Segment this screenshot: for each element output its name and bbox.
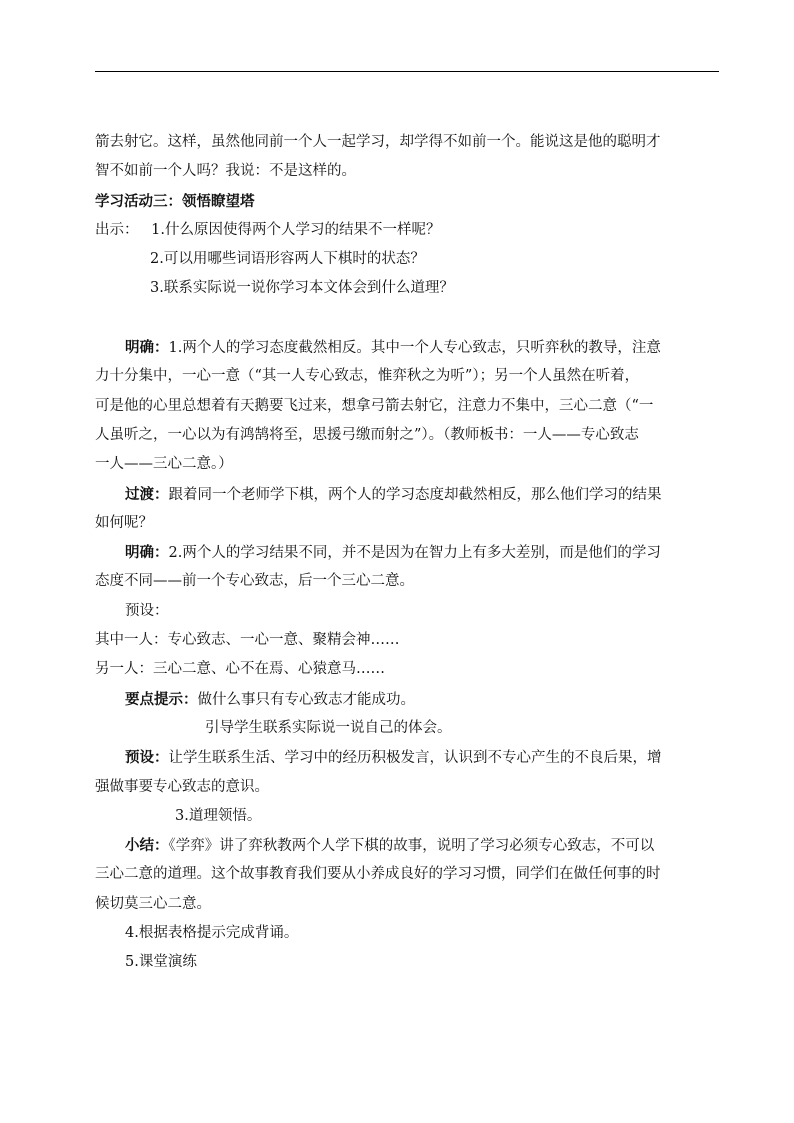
paragraph-line: 强做事要专心致志的意识。 xyxy=(95,778,269,795)
paragraph-line: 引导学生联系实际说一说自己的体会。 xyxy=(205,719,452,736)
summary-text: 《学弈》讲了弈秋教两个人学下棋的故事，说明了学习必须专心致志，不可以 xyxy=(168,838,655,855)
summary-line xyxy=(95,831,725,860)
answer-text: 2.两个人的学习结果不同，并不是因为在智力上有多大差别，而是他们的学习 xyxy=(168,545,661,562)
header-rule xyxy=(95,71,719,72)
transition-text: 跟着同一个老师学下棋，两个人的学习态度却截然相反，那么他们学习的结果 xyxy=(168,486,662,503)
key-point-text: 做什么事只有专心致志才能成功。 xyxy=(197,691,415,708)
list-item: 4.根据表格提示完成背诵。 xyxy=(125,925,299,942)
list-item: 3.道理领悟。 xyxy=(175,807,262,824)
answer-line xyxy=(95,538,725,567)
paragraph-line: 三心二意的道理。这个故事教育我们要从小养成良好的学习习惯，同学们在做任何事的时 xyxy=(95,866,661,883)
key-point-line xyxy=(95,685,725,714)
question-line xyxy=(95,216,725,245)
answer-line xyxy=(95,333,725,362)
preset-text: 让学生联系生活、学习中的经历积极发言，认识到不专心产生的不良后果，增 xyxy=(168,750,662,767)
list-item: 5.课堂演练 xyxy=(125,954,197,971)
paragraph-line: 如何呢？ xyxy=(95,514,153,531)
preset-line xyxy=(95,743,725,772)
question-line: 3.联系实际说一说你学习本文体会到什么道理？ xyxy=(150,280,454,297)
list-item: 另一人：三心二意、心不在焉、心猿意马…… xyxy=(95,661,385,678)
line-label: 小结： xyxy=(125,837,169,855)
paragraph-line: 一人——三心二意。） xyxy=(95,456,233,473)
paragraph-line: 智不如前一个人吗？我说：不是这样的。 xyxy=(95,163,356,180)
preset-label: 预设： xyxy=(125,602,169,619)
line-label: 明确： xyxy=(125,339,169,357)
question-text: 1.什么原因使得两个人学习的结果不一样呢？ xyxy=(151,221,441,238)
line-label: 明确： xyxy=(125,544,169,562)
paragraph-line: 可是他的心里总想着有天鹅要飞过来，想拿弓箭去射它，注意力不集中，三心二意（“一 xyxy=(95,397,654,414)
section-heading: 学习活动三：领悟瞭望塔 xyxy=(95,192,255,210)
line-label: 出示： xyxy=(95,221,139,238)
list-item: 其中一人：专心致志、一心一意、聚精会神…… xyxy=(95,632,400,649)
paragraph-line: 箭去射它。这样，虽然他同前一个人一起学习，却学得不如前一个。能说这是他的聪明才 xyxy=(95,134,661,150)
line-label: 过渡： xyxy=(125,485,169,503)
transition-line xyxy=(95,480,725,509)
paragraph-line: 力十分集中，一心一意（“其一人专心致志，惟弈秋之为听”）；另一个人虽然在听着， xyxy=(95,368,640,385)
question-line: 2.可以用哪些词语形容两人下棋时的状态？ xyxy=(150,251,425,268)
line-label: 预设： xyxy=(125,749,169,767)
line-label: 要点提示： xyxy=(125,690,198,708)
answer-text: 1.两个人的学习态度截然相反。其中一个人专心致志，只听弈秋的教导，注意 xyxy=(168,340,661,357)
document-body xyxy=(95,128,725,978)
paragraph-line: 候切莫三心二意。 xyxy=(95,895,211,912)
paragraph-line: 态度不同——前一个专心致志，后一个三心二意。 xyxy=(95,573,414,590)
paragraph-line: 人虽听之，一心以为有鸿鹄将至，思援弓缴而射之”）。（教师板书：一人——专心致志 xyxy=(95,426,639,443)
